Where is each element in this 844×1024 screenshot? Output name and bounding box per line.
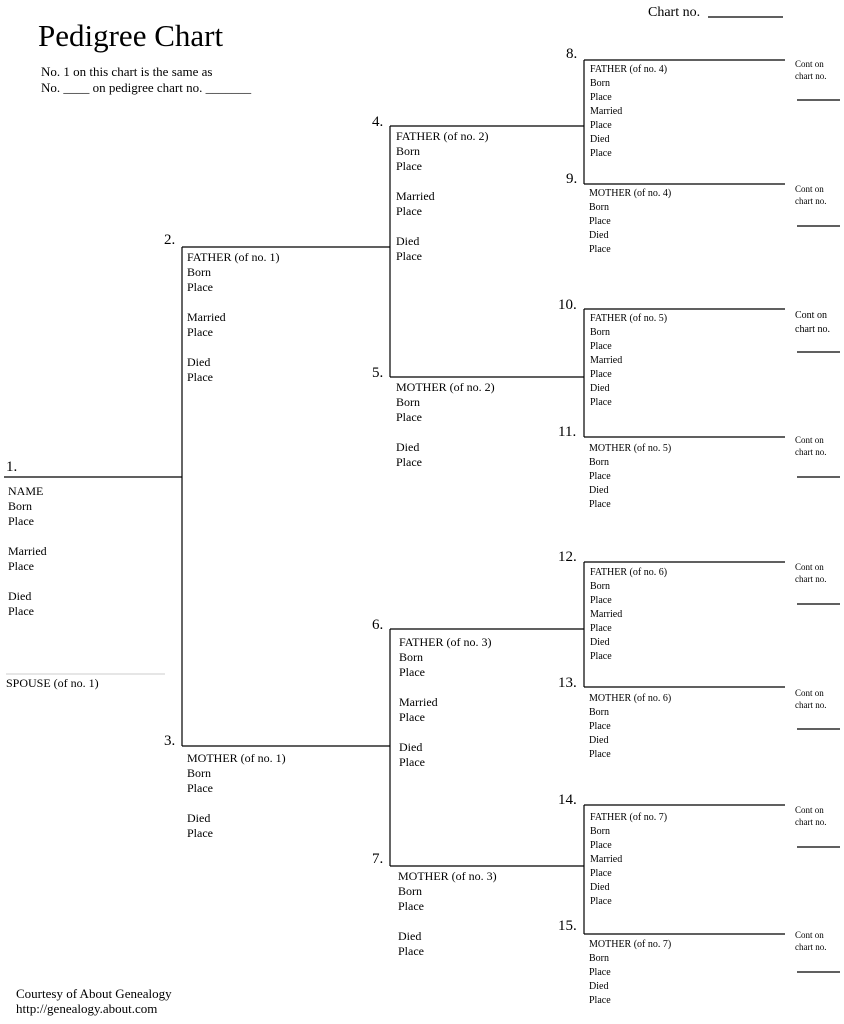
cont-on-chart-label bbox=[795, 58, 827, 82]
mother-title: MOTHER (of no. 2) bbox=[396, 380, 495, 394]
mother-title: MOTHER (of no. 3) bbox=[398, 869, 497, 883]
place-label: Place bbox=[589, 721, 611, 732]
chart-no-text: chart no. bbox=[795, 700, 827, 710]
place-label: Place bbox=[589, 499, 611, 510]
place-label: Place bbox=[187, 280, 213, 294]
cont-on-chart-label bbox=[795, 561, 827, 585]
person-number: 2. bbox=[164, 232, 176, 248]
subtitle-line-1: No. 1 on this chart is the same as bbox=[41, 64, 213, 79]
place-label: Place bbox=[399, 755, 425, 769]
person-number: 8. bbox=[566, 46, 578, 62]
born-label: Born bbox=[589, 953, 609, 964]
married-label: Married bbox=[590, 106, 623, 117]
place-label: Place bbox=[589, 471, 611, 482]
person-12-block bbox=[590, 566, 667, 664]
place-label: Place bbox=[8, 604, 34, 618]
person-1-block bbox=[8, 484, 47, 619]
person-number: 7. bbox=[372, 851, 384, 867]
place-label: Place bbox=[589, 995, 611, 1006]
person-number: 3. bbox=[164, 733, 176, 749]
place-label: Place bbox=[396, 249, 422, 263]
born-label: Born bbox=[589, 707, 609, 718]
father-title: FATHER (of no. 2) bbox=[396, 129, 489, 143]
father-title: FATHER (of no. 5) bbox=[590, 313, 668, 324]
married-label: Married bbox=[399, 695, 438, 709]
married-label: Married bbox=[8, 544, 47, 558]
footer-link[interactable]: http://genealogy.about.com bbox=[16, 1001, 158, 1016]
place-label: Place bbox=[590, 341, 612, 352]
place-label: Place bbox=[589, 244, 611, 255]
place-label: Place bbox=[590, 595, 612, 606]
born-label: Born bbox=[589, 457, 609, 468]
place-label: Place bbox=[187, 370, 213, 384]
born-label: Born bbox=[396, 144, 420, 158]
died-label: Died bbox=[589, 485, 609, 496]
died-label: Died bbox=[590, 637, 610, 648]
father-title: FATHER (of no. 7) bbox=[590, 812, 668, 823]
born-label: Born bbox=[399, 650, 423, 664]
mother-title: MOTHER (of no. 7) bbox=[589, 939, 672, 950]
place-label: Place bbox=[396, 410, 422, 424]
person-9-block bbox=[589, 187, 671, 257]
spouse-label: SPOUSE (of no. 1) bbox=[6, 676, 99, 690]
mother-title: MOTHER (of no. 6) bbox=[589, 693, 672, 704]
chart-no-text: chart no. bbox=[795, 817, 827, 827]
married-label: Married bbox=[590, 609, 623, 620]
person-number: 10. bbox=[558, 297, 577, 313]
place-label: Place bbox=[590, 868, 612, 879]
born-label: Born bbox=[590, 581, 610, 592]
name-label: NAME bbox=[8, 484, 44, 498]
cont-on-text: Cont on bbox=[795, 562, 824, 572]
person-number: 12. bbox=[558, 549, 577, 565]
place-label: Place bbox=[399, 710, 425, 724]
cont-on-text: Cont on bbox=[795, 184, 824, 194]
place-label: Place bbox=[590, 369, 612, 380]
person-number: 14. bbox=[558, 792, 577, 808]
died-label: Died bbox=[589, 981, 609, 992]
died-label: Died bbox=[8, 589, 32, 603]
place-label: Place bbox=[187, 325, 213, 339]
person-11-block bbox=[589, 442, 671, 512]
footer-credit bbox=[16, 986, 172, 1016]
chart-no-text: chart no. bbox=[795, 324, 830, 335]
person-number: 4. bbox=[372, 114, 384, 130]
cont-on-chart-label bbox=[795, 434, 827, 458]
place-label: Place bbox=[589, 216, 611, 227]
person-4-block bbox=[396, 129, 488, 264]
died-label: Died bbox=[187, 811, 211, 825]
person-15-block bbox=[589, 938, 671, 1008]
cont-on-chart-label bbox=[795, 183, 827, 207]
place-label: Place bbox=[396, 159, 422, 173]
person-3-block bbox=[187, 751, 286, 841]
died-label: Died bbox=[590, 383, 610, 394]
place-label: Place bbox=[589, 967, 611, 978]
person-14-block bbox=[590, 811, 667, 909]
died-label: Died bbox=[590, 134, 610, 145]
chart-no-text: chart no. bbox=[795, 196, 827, 206]
place-label: Place bbox=[399, 665, 425, 679]
place-label: Place bbox=[398, 944, 424, 958]
place-label: Place bbox=[590, 896, 612, 907]
born-label: Born bbox=[8, 499, 32, 513]
place-label: Place bbox=[8, 559, 34, 573]
place-label: Place bbox=[187, 826, 213, 840]
person-number: 6. bbox=[372, 617, 384, 633]
place-label: Place bbox=[590, 840, 612, 851]
person-number: 11. bbox=[558, 424, 577, 440]
place-label: Place bbox=[589, 749, 611, 760]
died-label: Died bbox=[187, 355, 211, 369]
died-label: Died bbox=[399, 740, 423, 754]
born-label: Born bbox=[590, 78, 610, 89]
cont-on-text: Cont on bbox=[795, 930, 824, 940]
person-8-block bbox=[590, 63, 667, 161]
cont-on-chart-label bbox=[795, 929, 827, 953]
born-label: Born bbox=[589, 202, 609, 213]
page-title: Pedigree Chart bbox=[38, 18, 224, 53]
married-label: Married bbox=[396, 189, 435, 203]
mother-title: MOTHER (of no. 1) bbox=[187, 751, 286, 765]
place-label: Place bbox=[590, 651, 612, 662]
place-label: Place bbox=[398, 899, 424, 913]
born-label: Born bbox=[590, 327, 610, 338]
person-number: 1. bbox=[6, 459, 18, 475]
born-label: Born bbox=[187, 766, 211, 780]
cont-on-chart-label bbox=[795, 309, 830, 337]
person-number: 13. bbox=[558, 675, 577, 691]
person-10-block bbox=[590, 312, 667, 410]
subtitle-line-2: No. ____ on pedigree chart no. _______ bbox=[41, 80, 252, 95]
born-label: Born bbox=[398, 884, 422, 898]
person-number: 9. bbox=[566, 171, 578, 187]
father-title: FATHER (of no. 1) bbox=[187, 250, 280, 264]
cont-on-text: Cont on bbox=[795, 59, 824, 69]
chart-no-text: chart no. bbox=[795, 574, 827, 584]
born-label: Born bbox=[187, 265, 211, 279]
cont-on-text: Cont on bbox=[795, 688, 824, 698]
chart-no-text: chart no. bbox=[795, 71, 827, 81]
born-label: Born bbox=[396, 395, 420, 409]
person-7-block bbox=[398, 869, 497, 959]
died-label: Died bbox=[396, 234, 420, 248]
place-label: Place bbox=[396, 455, 422, 469]
place-label: Place bbox=[590, 397, 612, 408]
father-title: FATHER (of no. 6) bbox=[590, 567, 668, 578]
married-label: Married bbox=[590, 854, 623, 865]
cont-on-chart-label bbox=[795, 687, 827, 711]
born-label: Born bbox=[590, 826, 610, 837]
place-label: Place bbox=[590, 148, 612, 159]
person-5-block bbox=[396, 380, 495, 470]
mother-title: MOTHER (of no. 4) bbox=[589, 188, 672, 199]
died-label: Died bbox=[589, 230, 609, 241]
father-title: FATHER (of no. 4) bbox=[590, 64, 668, 75]
person-2-block bbox=[187, 250, 279, 385]
person-number: 15. bbox=[558, 918, 577, 934]
married-label: Married bbox=[590, 355, 623, 366]
person-6-block bbox=[399, 635, 491, 770]
cont-on-text: Cont on bbox=[795, 805, 824, 815]
footer-line-1: Courtesy of About Genealogy bbox=[16, 986, 172, 1001]
chart-no-text: chart no. bbox=[795, 447, 827, 457]
place-label: Place bbox=[590, 120, 612, 131]
place-label: Place bbox=[590, 623, 612, 634]
place-label: Place bbox=[8, 514, 34, 528]
person-number: 5. bbox=[372, 365, 384, 381]
place-label: Place bbox=[187, 781, 213, 795]
married-label: Married bbox=[187, 310, 226, 324]
chart-no-text: chart no. bbox=[795, 942, 827, 952]
place-label: Place bbox=[396, 204, 422, 218]
cont-on-text: Cont on bbox=[795, 310, 827, 321]
father-title: FATHER (of no. 3) bbox=[399, 635, 492, 649]
cont-on-text: Cont on bbox=[795, 435, 824, 445]
died-label: Died bbox=[396, 440, 420, 454]
mother-title: MOTHER (of no. 5) bbox=[589, 443, 672, 454]
place-label: Place bbox=[590, 92, 612, 103]
person-13-block bbox=[589, 692, 671, 762]
died-label: Died bbox=[398, 929, 422, 943]
died-label: Died bbox=[590, 882, 610, 893]
died-label: Died bbox=[589, 735, 609, 746]
chart-number-label: Chart no. bbox=[648, 5, 701, 20]
cont-on-chart-label bbox=[795, 804, 827, 828]
